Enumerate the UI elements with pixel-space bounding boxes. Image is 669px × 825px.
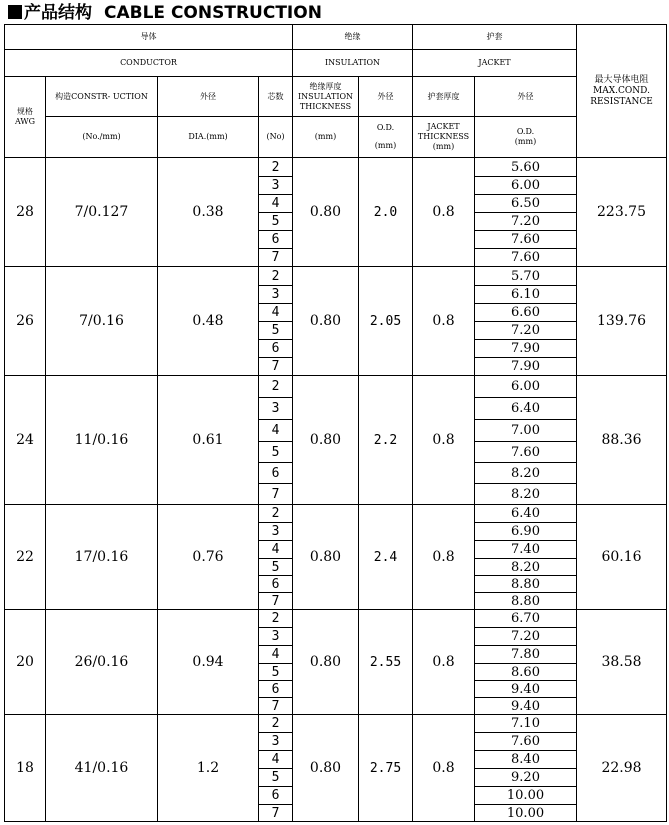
cores-cell: 3 [259,398,293,420]
dia-cell: 0.48 [158,267,259,376]
table-row [5,267,667,286]
cores-cell: 2 [259,505,293,523]
header-jacket-od-unit: (mm) [514,137,537,146]
header-jacket-thick [413,117,475,158]
cores-cell: 5 [259,559,293,576]
header-resistance [577,25,667,158]
title-en: CABLE CONSTRUCTION [104,3,322,23]
table-row [5,376,667,398]
cores-cell: 2 [259,610,293,628]
jacket-od-cell: 7.90 [475,358,577,376]
cores-cell: 3 [259,628,293,646]
jacket-od-cell: 7.20 [475,322,577,340]
ins-thick-cell: 0.80 [293,505,359,610]
cores-cell: 6 [259,787,293,805]
cores-cell: 2 [259,715,293,733]
ins-od-cell: 2.4 [359,505,413,610]
header-ins-od-unit: (mm) [374,141,397,150]
header-ins-thick-unit: (mm) [293,117,359,158]
ins-thick-cell: 0.80 [293,267,359,376]
jacket-od-cell: 7.40 [475,541,577,559]
jacket-od-cell: 8.80 [475,593,577,610]
resistance-cell: 88.36 [577,376,667,505]
ins-thick-cell: 0.80 [293,376,359,505]
cores-cell: 2 [259,267,293,286]
header-jacket-od-en: O.D. [516,127,535,136]
cores-cell: 5 [259,442,293,463]
jacket-od-cell: 7.20 [475,213,577,231]
jacket-od-cell: 8.40 [475,751,577,769]
jacket-od-cell: 6.00 [475,376,577,398]
jacket-od-cell: 8.80 [475,576,577,593]
cores-cell: 7 [259,698,293,715]
jacket-od-cell: 9.40 [475,698,577,715]
table-header [5,25,667,158]
jacket-thick-cell: 0.8 [413,376,475,505]
cores-cell: 3 [259,523,293,541]
jacket-od-cell: 6.60 [475,304,577,322]
cores-cell: 5 [259,664,293,681]
table-row [5,505,667,523]
jacket-od-cell: 7.00 [475,420,577,442]
jacket-od-cell: 7.60 [475,249,577,267]
table-row [5,610,667,628]
cores-cell: 4 [259,195,293,213]
construction-cell: 41/0.16 [46,715,158,822]
header-conductor-en: CONDUCTOR [5,50,293,77]
header-awg [5,77,46,158]
jacket-od-cell: 6.10 [475,286,577,304]
header-insulation-en: INSULATION [293,50,413,77]
header-ins-od-cn: 外径 [359,77,413,117]
construction-cell: 11/0.16 [46,376,158,505]
jacket-od-cell: 9.40 [475,681,577,698]
cores-cell: 4 [259,420,293,442]
ins-od-cell: 2.75 [359,715,413,822]
title-cn: 产品结构 [24,3,92,23]
ins-od-cell: 2.0 [359,158,413,267]
cores-cell: 3 [259,177,293,195]
jacket-od-cell: 6.00 [475,177,577,195]
construction-cell: 26/0.16 [46,610,158,715]
square-bullet-icon [8,5,22,19]
cores-cell: 3 [259,286,293,304]
resistance-cell: 60.16 [577,505,667,610]
header-jacket-cn: 护套 [413,25,577,50]
dia-cell: 0.38 [158,158,259,267]
awg-cell: 28 [5,158,46,267]
cores-cell: 4 [259,646,293,664]
cores-cell: 5 [259,769,293,787]
jacket-od-cell: 6.40 [475,398,577,420]
page-title [8,2,322,24]
cores-cell: 5 [259,213,293,231]
cores-cell: 4 [259,541,293,559]
awg-cell: 24 [5,376,46,505]
header-ins-od-en: O.D. [376,123,395,132]
jacket-thick-cell: 0.8 [413,267,475,376]
header-jacket-od-cn: 外径 [475,77,577,117]
jacket-od-cell: 7.60 [475,733,577,751]
construction-cell: 7/0.16 [46,267,158,376]
jacket-od-cell: 10.00 [475,805,577,822]
header-resistance-cn: 最大导体电阻 [594,74,649,85]
header-jacket-thick-en: JACKET THICKNESS [417,122,470,141]
jacket-od-cell: 6.90 [475,523,577,541]
jacket-od-cell: 8.20 [475,484,577,505]
cores-cell: 2 [259,376,293,398]
header-jacket-thick-cn: 护套厚度 [413,77,475,117]
header-jacket-thick-unit: (mm) [432,142,455,151]
jacket-od-cell: 9.20 [475,769,577,787]
cores-cell: 6 [259,340,293,358]
jacket-od-cell: 6.70 [475,610,577,628]
ins-od-cell: 2.2 [359,376,413,505]
header-awg-en: AWG [14,117,36,126]
table-row [5,715,667,733]
cores-cell: 4 [259,304,293,322]
jacket-od-cell: 8.60 [475,664,577,681]
cores-cell: 6 [259,681,293,698]
construction-cell: 7/0.127 [46,158,158,267]
resistance-cell: 22.98 [577,715,667,822]
cores-cell: 6 [259,576,293,593]
ins-od-cell: 2.55 [359,610,413,715]
ins-od-cell: 2.05 [359,267,413,376]
ins-thick-cell: 0.80 [293,158,359,267]
dia-cell: 0.94 [158,610,259,715]
jacket-od-cell: 7.20 [475,628,577,646]
header-jacket-od [475,117,577,158]
header-construction-cn: 构造CONSTR- UCTION [46,77,158,117]
awg-cell: 26 [5,267,46,376]
awg-cell: 18 [5,715,46,822]
table-row [5,158,667,177]
header-ins-thick [293,77,359,117]
cores-cell: 7 [259,249,293,267]
jacket-od-cell: 6.50 [475,195,577,213]
cores-cell: 2 [259,158,293,177]
jacket-od-cell: 6.40 [475,505,577,523]
cores-cell: 7 [259,805,293,822]
jacket-od-cell: 8.20 [475,559,577,576]
header-cores-unit: (No) [259,117,293,158]
resistance-cell: 38.58 [577,610,667,715]
header-awg-cn: 规格 [17,107,33,116]
cores-cell: 7 [259,358,293,376]
cable-construction-table [4,24,667,822]
header-conductor-cn: 导体 [5,25,293,50]
header-ins-thick-en: INSULATION THICKNESS [297,91,354,111]
cores-cell: 5 [259,322,293,340]
jacket-od-cell: 7.80 [475,646,577,664]
header-construction-unit: (No./mm) [46,117,158,158]
header-jacket-en: JACKET [413,50,577,77]
cores-cell: 6 [259,463,293,484]
header-cores-cn: 芯数 [259,77,293,117]
jacket-thick-cell: 0.8 [413,158,475,267]
jacket-od-cell: 10.00 [475,787,577,805]
jacket-thick-cell: 0.8 [413,715,475,822]
jacket-od-cell: 5.70 [475,267,577,286]
jacket-od-cell: 5.60 [475,158,577,177]
dia-cell: 0.61 [158,376,259,505]
cores-cell: 4 [259,751,293,769]
jacket-od-cell: 7.90 [475,340,577,358]
cores-cell: 6 [259,231,293,249]
dia-cell: 1.2 [158,715,259,822]
cores-cell: 7 [259,593,293,610]
cores-cell: 3 [259,733,293,751]
ins-thick-cell: 0.80 [293,715,359,822]
ins-thick-cell: 0.80 [293,610,359,715]
header-dia-cn: 外径 [158,77,259,117]
jacket-od-cell: 8.20 [475,463,577,484]
header-dia-unit: DIA.(mm) [158,117,259,158]
resistance-cell: 139.76 [577,267,667,376]
awg-cell: 22 [5,505,46,610]
header-resistance-en: MAX.COND. RESISTANCE [590,85,653,107]
construction-cell: 17/0.16 [46,505,158,610]
resistance-cell: 223.75 [577,158,667,267]
awg-cell: 20 [5,610,46,715]
jacket-od-cell: 7.60 [475,231,577,249]
jacket-od-cell: 7.10 [475,715,577,733]
cores-cell: 7 [259,484,293,505]
jacket-thick-cell: 0.8 [413,505,475,610]
header-ins-od [359,117,413,158]
jacket-od-cell: 7.60 [475,442,577,463]
header-ins-thick-cn: 绝缘厚度 [309,81,342,91]
table-body [5,158,667,822]
header-insulation-cn: 绝缘 [293,25,413,50]
jacket-thick-cell: 0.8 [413,610,475,715]
dia-cell: 0.76 [158,505,259,610]
